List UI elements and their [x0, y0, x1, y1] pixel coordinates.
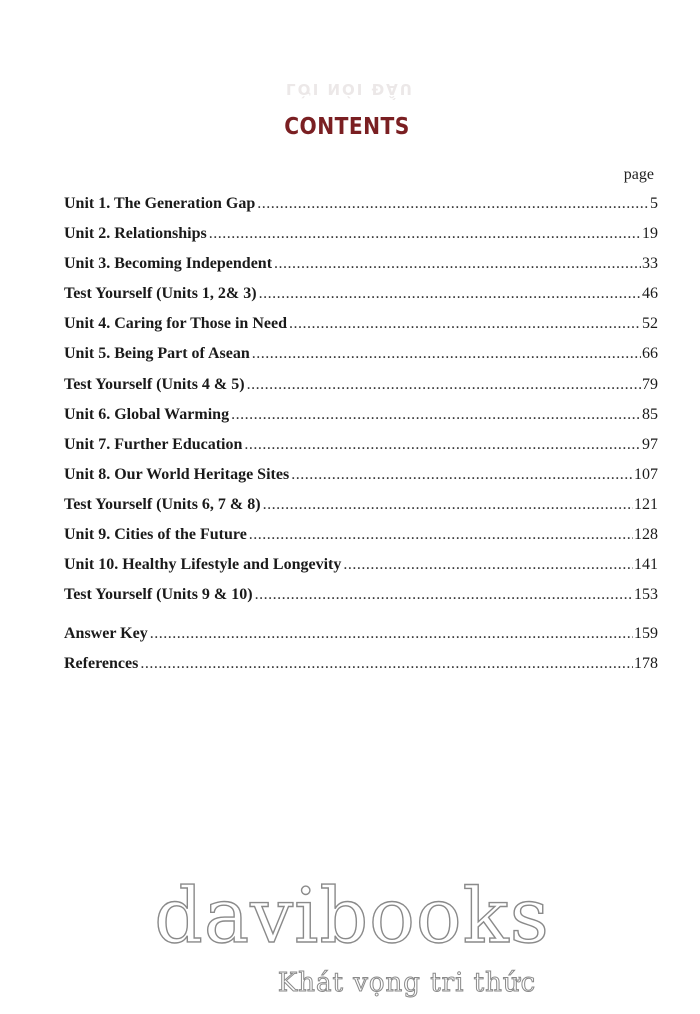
table-of-contents	[64, 195, 658, 686]
toc-entry[interactable]	[64, 526, 658, 556]
dot-leader	[231, 406, 641, 424]
toc-entry[interactable]	[64, 466, 658, 496]
dot-leader	[252, 345, 641, 363]
dot-leader	[209, 225, 641, 243]
toc-entry-title: Test Yourself (Units 9 & 10)	[64, 586, 253, 604]
toc-entry-title: Unit 8. Our World Heritage Sites	[64, 465, 290, 483]
toc-entry-page: 128	[634, 526, 658, 544]
toc-entry-title: Test Yourself (Units 1, 2& 3)	[64, 285, 257, 303]
toc-entry-title: Unit 4. Caring for Those in Need	[64, 315, 287, 333]
toc-entry-page: 107	[634, 465, 658, 483]
watermark-tagline: Khát vọng tri thức	[277, 968, 537, 998]
toc-entry-page: 141	[634, 556, 658, 574]
toc-entry[interactable]	[64, 285, 658, 315]
watermark-brand: davibooks	[154, 871, 550, 960]
toc-entry[interactable]	[64, 225, 658, 255]
page-column-label: page	[623, 166, 654, 183]
dot-leader	[259, 285, 641, 303]
toc-entry-title: Answer Key	[64, 625, 148, 643]
toc-entry-title: Unit 2. Relationships	[64, 225, 207, 243]
toc-entry-page: 5	[650, 195, 658, 212]
dot-leader	[249, 526, 633, 544]
toc-entry[interactable]	[64, 255, 658, 285]
toc-entry-page: 33	[642, 255, 658, 273]
toc-entry-page: 66	[642, 345, 658, 363]
toc-entry[interactable]	[64, 195, 658, 225]
dot-leader	[289, 315, 641, 333]
toc-entry-page: 52	[642, 315, 658, 333]
dot-leader	[247, 376, 641, 394]
toc-entry-title: Unit 9. Cities of the Future	[64, 526, 247, 544]
toc-entry-page: 46	[642, 285, 658, 303]
toc-entry[interactable]	[64, 625, 658, 655]
dot-leader	[244, 436, 641, 454]
dot-leader	[257, 195, 649, 213]
toc-entry-title: Test Yourself (Units 6, 7 & 8)	[64, 495, 261, 513]
toc-entry-page: 97	[642, 435, 658, 453]
toc-entry-page: 19	[642, 225, 658, 243]
toc-entry[interactable]	[64, 345, 658, 375]
page-title: CONTENTS	[284, 114, 410, 140]
toc-entry[interactable]	[64, 406, 658, 436]
toc-entry-title: Test Yourself (Units 4 & 5)	[64, 375, 245, 393]
toc-entry-page: 121	[634, 495, 658, 513]
toc-entry[interactable]	[64, 586, 658, 616]
toc-entry[interactable]	[64, 556, 658, 586]
toc-entry-title: References	[64, 655, 139, 673]
dot-leader	[343, 556, 633, 574]
toc-entry-title: Unit 3. Becoming Independent	[64, 255, 273, 273]
faint-reverse-text: LỜI NÓI ĐẦU	[286, 80, 414, 98]
toc-entry-title: Unit 10. Healthy Lifestyle and Longevity	[64, 556, 342, 574]
dot-leader	[274, 255, 641, 273]
dot-leader	[150, 625, 633, 643]
toc-entry-page: 178	[634, 655, 658, 673]
toc-entry-title: Unit 1. The Generation Gap	[64, 195, 256, 212]
toc-entry-title: Unit 6. Global Warming	[64, 405, 230, 423]
toc-entry[interactable]	[64, 376, 658, 406]
toc-entry-page: 85	[642, 405, 658, 423]
toc-entry[interactable]	[64, 315, 658, 345]
dot-leader	[263, 496, 633, 514]
dot-leader	[291, 466, 633, 484]
toc-entry[interactable]	[64, 436, 658, 466]
toc-entry-page: 159	[634, 625, 658, 643]
toc-entry[interactable]	[64, 496, 658, 526]
dot-leader	[255, 586, 633, 604]
toc-entry-title: Unit 7. Further Education	[64, 435, 243, 453]
toc-entry[interactable]	[64, 655, 658, 685]
toc-entry-page: 79	[642, 375, 658, 393]
toc-entry-page: 153	[634, 586, 658, 604]
dot-leader	[140, 655, 633, 673]
toc-entry-title: Unit 5. Being Part of Asean	[64, 345, 250, 363]
